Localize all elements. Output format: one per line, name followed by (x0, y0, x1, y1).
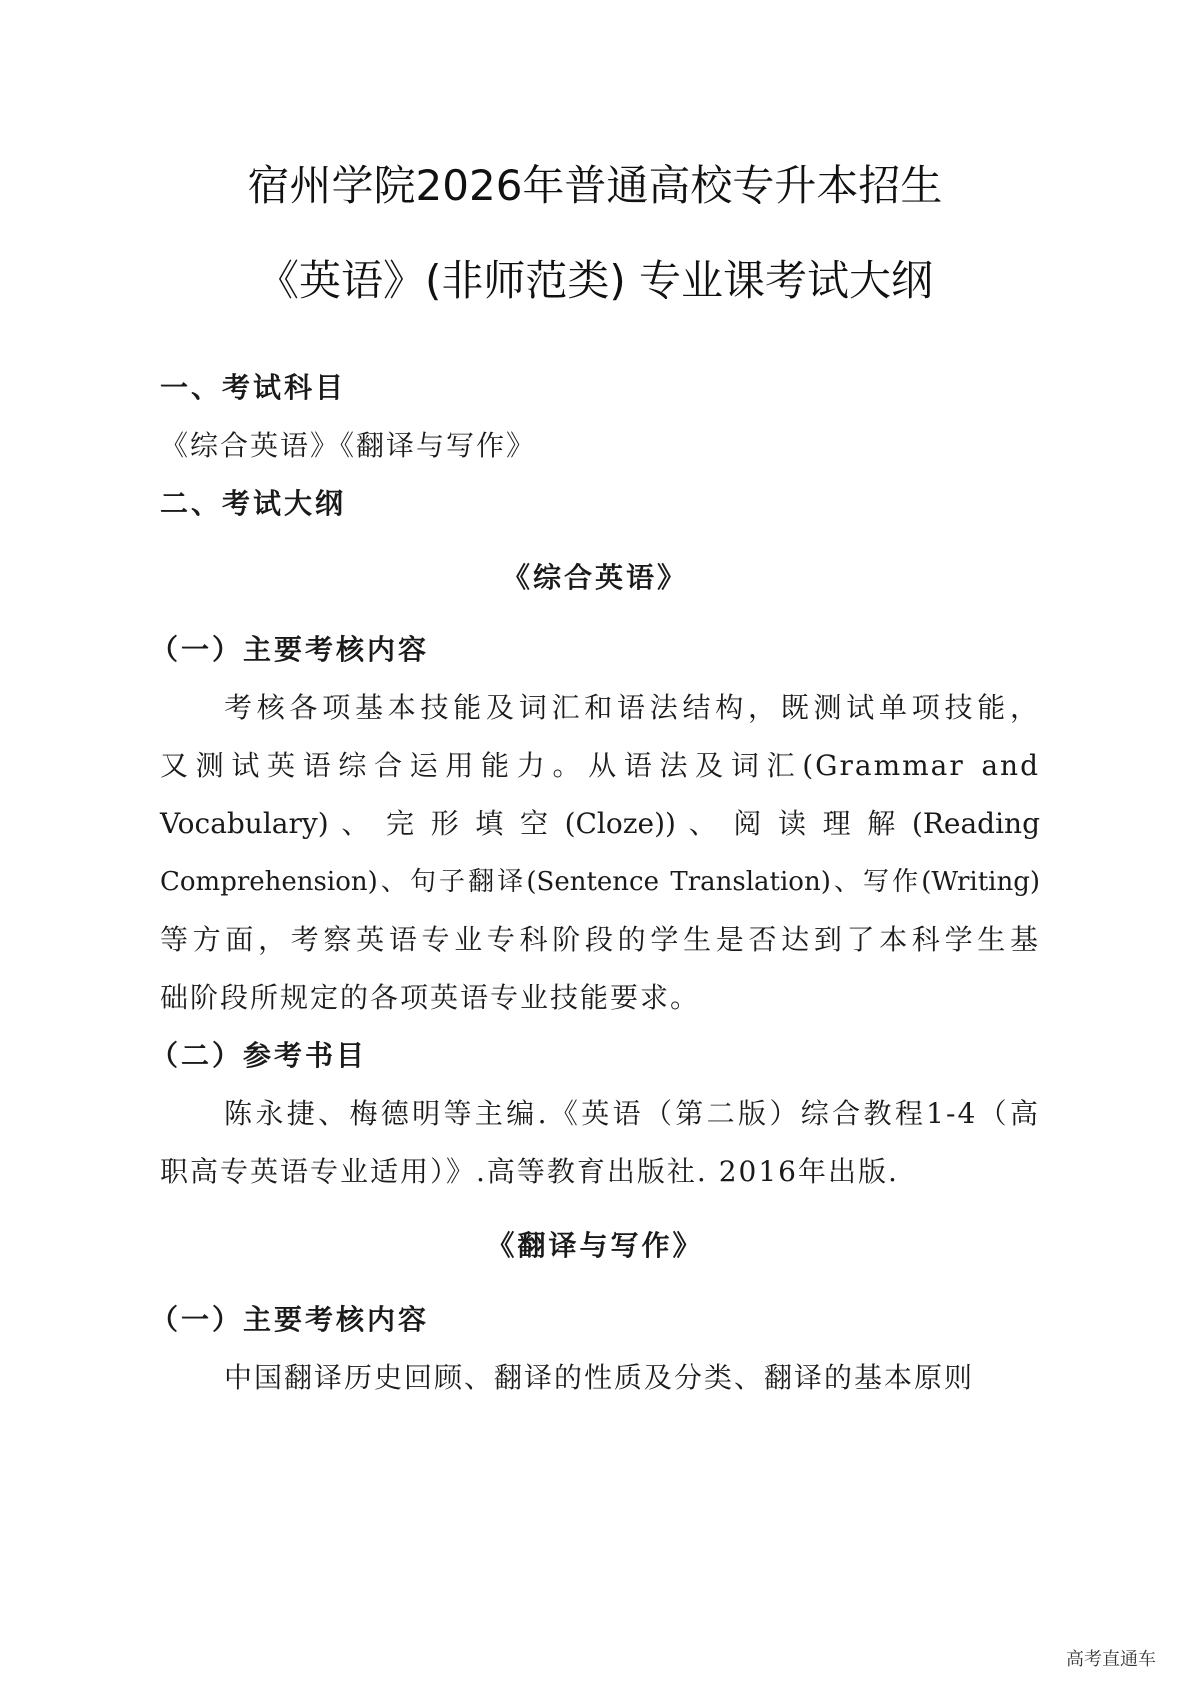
paragraph-line: 础阶段所规定的各项英语专业技能要求。 (160, 981, 701, 1014)
translation-writing-title: 《翻译与写作》 (486, 1229, 704, 1262)
paragraph-line: 考核各项基本技能及词汇和语法结构，既测试单项技能， (224, 691, 1040, 724)
section-1-heading: 一、考试科目 (160, 371, 347, 404)
paragraph-line: 中国翻译历史回顾、翻译的性质及分类、翻译的基本原则 (224, 1361, 975, 1394)
document-title-line-2: 《英语》(非师范类) 专业课考试大纲 (256, 256, 934, 305)
reference-line: 陈永捷、梅德明等主编.《英语（第二版）综合教程1-4（高 (224, 1097, 1040, 1130)
comp-english-content-heading: （一）主要考核内容 (150, 633, 430, 666)
reference-line: 职高专英语专业适用）》.高等教育出版社. 2016年出版. (160, 1155, 899, 1188)
paragraph-line: Vocabulary) 、 完 形 填 空 (Cloze)) 、 阅 读 理 解 (Reading (160, 807, 1040, 840)
section-1-body: 《综合英语》《翻译与写作》 (160, 429, 537, 462)
section-2-heading: 二、考试大纲 (160, 487, 347, 520)
paragraph-line: 等方面，考察英语专业专科阶段的学生是否达到了本科学生基 (160, 923, 1040, 956)
comp-english-title: 《综合英语》 (501, 561, 688, 594)
paragraph-line: Comprehension)、句子翻译(Sentence Translation)、写作(Writing) (160, 867, 1040, 897)
watermark-text: 高考直通车 (1066, 1649, 1156, 1670)
translation-content-heading: （一）主要考核内容 (150, 1303, 430, 1336)
document-title-line-1: 宿州学院2026年普通高校专升本招生 (247, 161, 943, 210)
paragraph-line: 又测试英语综合运用能力。从语法及词汇(Grammar and (160, 749, 1040, 782)
comp-english-books-heading: （二）参考书目 (150, 1039, 368, 1072)
